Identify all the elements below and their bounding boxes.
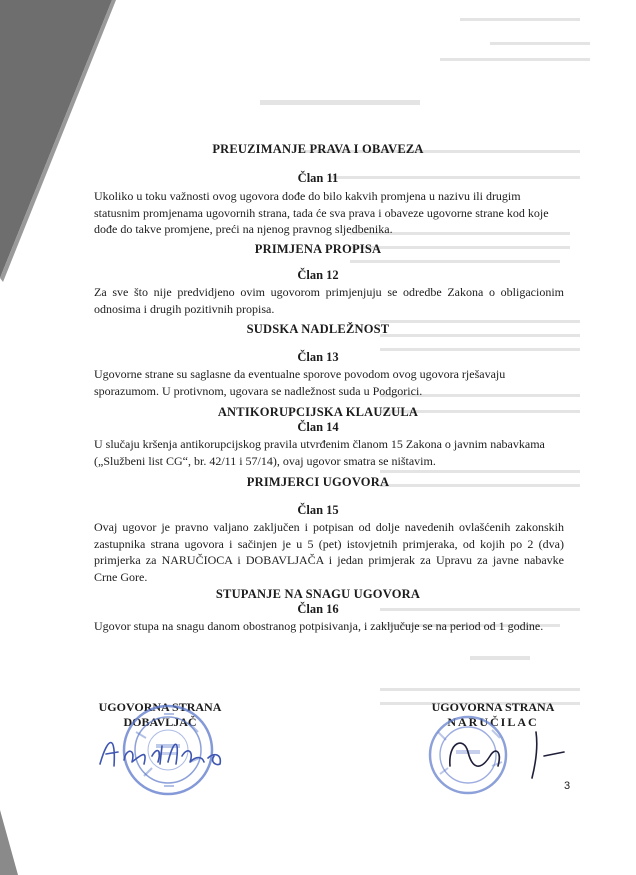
article-text: Za sve što nije predvidjeno ovim ugovorom primjenjuju se odredbe Zakona o obligacionim odnosima i drugih pozitivnih propisa. xyxy=(94,285,564,316)
authority-role: NARUČILAC xyxy=(447,715,539,729)
section-heading: PRIMJENA PROPISA xyxy=(254,242,382,256)
section-heading: STUPANJE NA SNAGU UGOVORA xyxy=(215,587,421,601)
article-number: Član 13 xyxy=(297,350,339,364)
section-heading: ANTIKORUPCIJSKA KLAUZULA xyxy=(217,405,419,419)
article-number: Član 12 xyxy=(297,268,339,282)
article-number: Član 15 xyxy=(297,503,339,517)
article-text: U slučaju kršenja antikorupcijskog pravila utvrđenim članom 15 Zakona o javnim nabavkama („Službeni list CG“, br. 42/11 i 57/14), ovaj ugovor smatra se ništavim. xyxy=(94,437,545,468)
article-text: Ugovorne strane su saglasne da eventualne sporove povodom ovog ugovora rješavaju sporazumom. U protivnom, ugovara se nadležnost suda u Podgorici. xyxy=(94,367,506,398)
page-number: 3 xyxy=(564,780,571,792)
article-text: Ukoliko u toku važnosti ovog ugovora dođe do bilo kakvih promjena u nazivu ili drugim statusnim promjenama ugovornih strana, tada će sva prava i obaveze ugovorne strane kod koje dođe do takve promjene, preći na njenog pravnog sljedbenika. xyxy=(94,189,549,236)
article-number: Član 14 xyxy=(297,420,339,434)
section-heading: PRIMJERCI UGOVORA xyxy=(246,475,390,489)
article-text: Ugovor stupa na snagu danom obostranog potpisivanja, i zaključuje se na period od 1 godine. xyxy=(94,619,544,633)
authority-party-title: UGOVORNA STRANA xyxy=(431,700,555,714)
article-number: Član 16 xyxy=(297,602,339,616)
supplier-signature-icon xyxy=(96,726,236,776)
supplier-role: DOBAVLJAČ xyxy=(123,715,197,729)
article-number: Član 11 xyxy=(297,171,339,185)
supplier-party-title: UGOVORNA STRANA xyxy=(98,700,222,714)
article-text: Ovaj ugovor je pravno valjano zaključen i potpisan od dolje navedenih ovlašćenih zakonskih zastupnika strana ugovora i sačinjen je u 5 (pet) istovjetnih primjeraka, od kojih po 2 (dva) primjerka za NARUČIOCA i DOBAVLJAČA i jedan primjerak za Upravu za javne nabavke Crne Gore. xyxy=(94,520,564,584)
section-heading: PREUZIMANJE PRAVA I OBAVEZA xyxy=(212,142,424,156)
authority-signature-icon xyxy=(440,722,580,784)
section-heading: SUDSKA NADLEŽNOST xyxy=(246,322,390,336)
